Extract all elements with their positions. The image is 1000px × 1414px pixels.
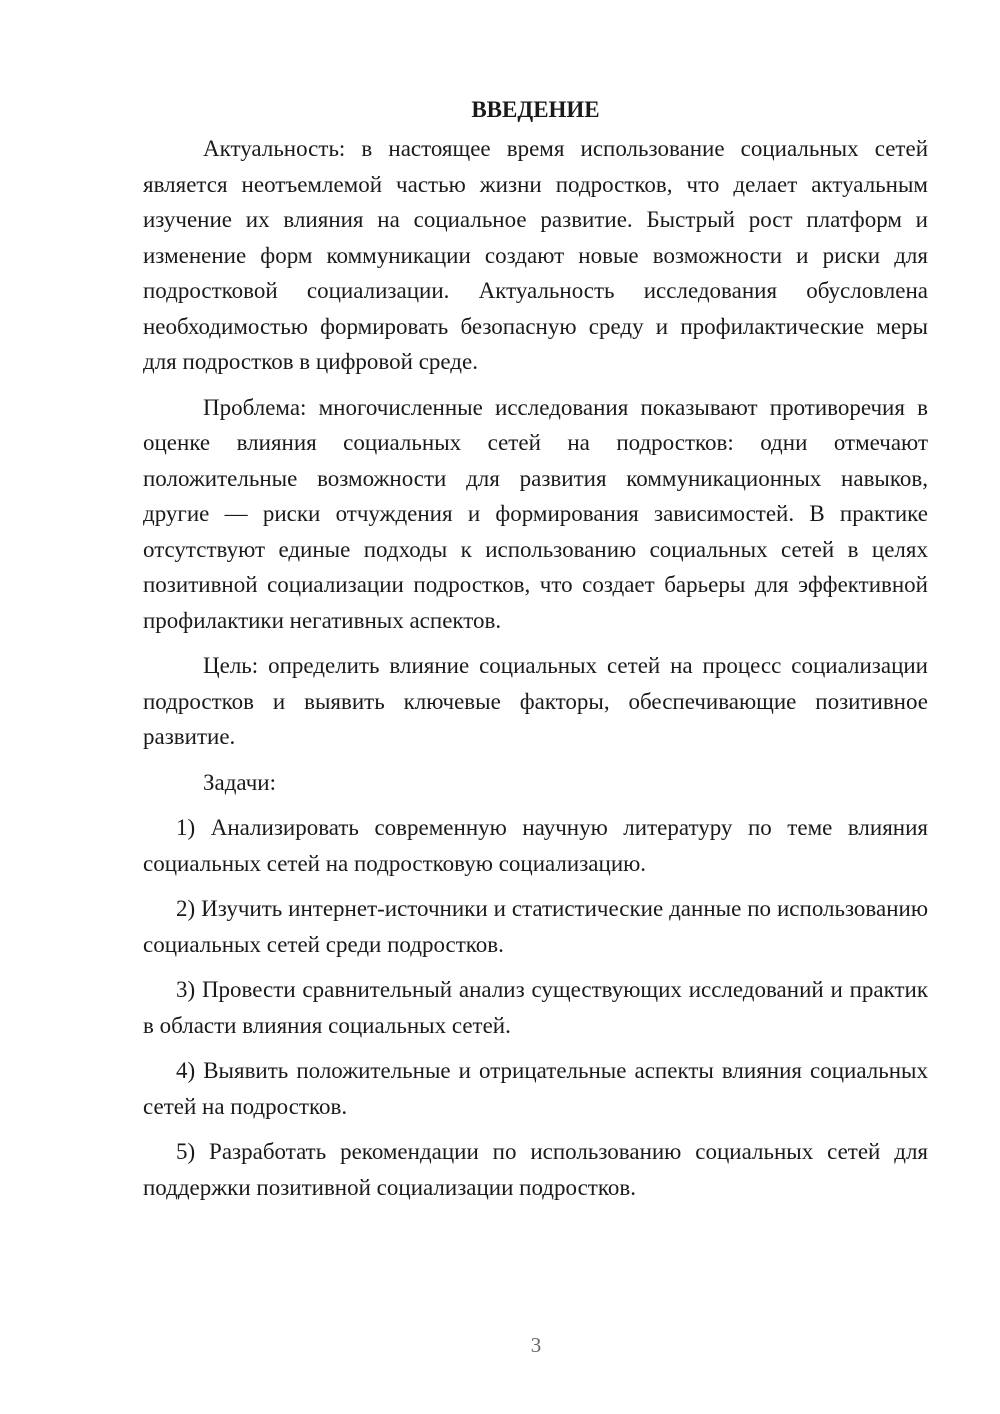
task-item: 5) Разработать рекомендации по использованию социальных сетей для поддержки позитивной социализации подростков. — [143, 1139, 928, 1200]
paragraph-goal: Цель: определить влияние социальных сетей на процесс социализации подростков и выявить ключевые факторы, обеспечивающие позитивное развитие. — [143, 653, 928, 749]
page-content — [143, 92, 928, 1215]
section-heading: ВВЕДЕНИЕ — [471, 97, 600, 122]
paragraph-relevance: Актуальность: в настоящее время использование социальных сетей является неотъемлемой частью жизни подростков, что делает актуальным изучение их влияния на социальное развитие. Быстрый рост платформ и изменение форм коммуникации создают новые возможности и риски для подростковой социализации. Актуальность исследования обусловлена необходимостью формировать безопасную среду и профилактические меры для подростков в цифровой среде. — [143, 136, 928, 374]
task-item: 3) Провести сравнительный анализ существующих исследований и практик в области влияния социальных сетей. — [143, 977, 928, 1038]
tasks-list — [143, 810, 928, 1205]
task-item: 2) Изучить интернет-источники и статистические данные по использованию социальных сетей среди подростков. — [143, 896, 928, 957]
page-number: 3 — [530, 1333, 542, 1357]
tasks-label: Задачи: — [203, 769, 276, 795]
task-item: 4) Выявить положительные и отрицательные аспекты влияния социальных сетей на подростков. — [143, 1058, 928, 1119]
paragraph-problem: Проблема: многочисленные исследования показывают противоречия в оценке влияния социальных сетей на подростков: одни отмечают положительные возможности для развития коммуникационных навыков, другие — риски отчуждения и формирования зависимостей. В практике отсутствуют единые подходы к использованию социальных сетей в целях позитивной социализации подростков, что создает барьеры для эффективной профилактики негативных аспектов. — [143, 394, 928, 633]
task-item: 1) Анализировать современную научную литературу по теме влияния социальных сетей на подростковую социализацию. — [143, 815, 928, 876]
